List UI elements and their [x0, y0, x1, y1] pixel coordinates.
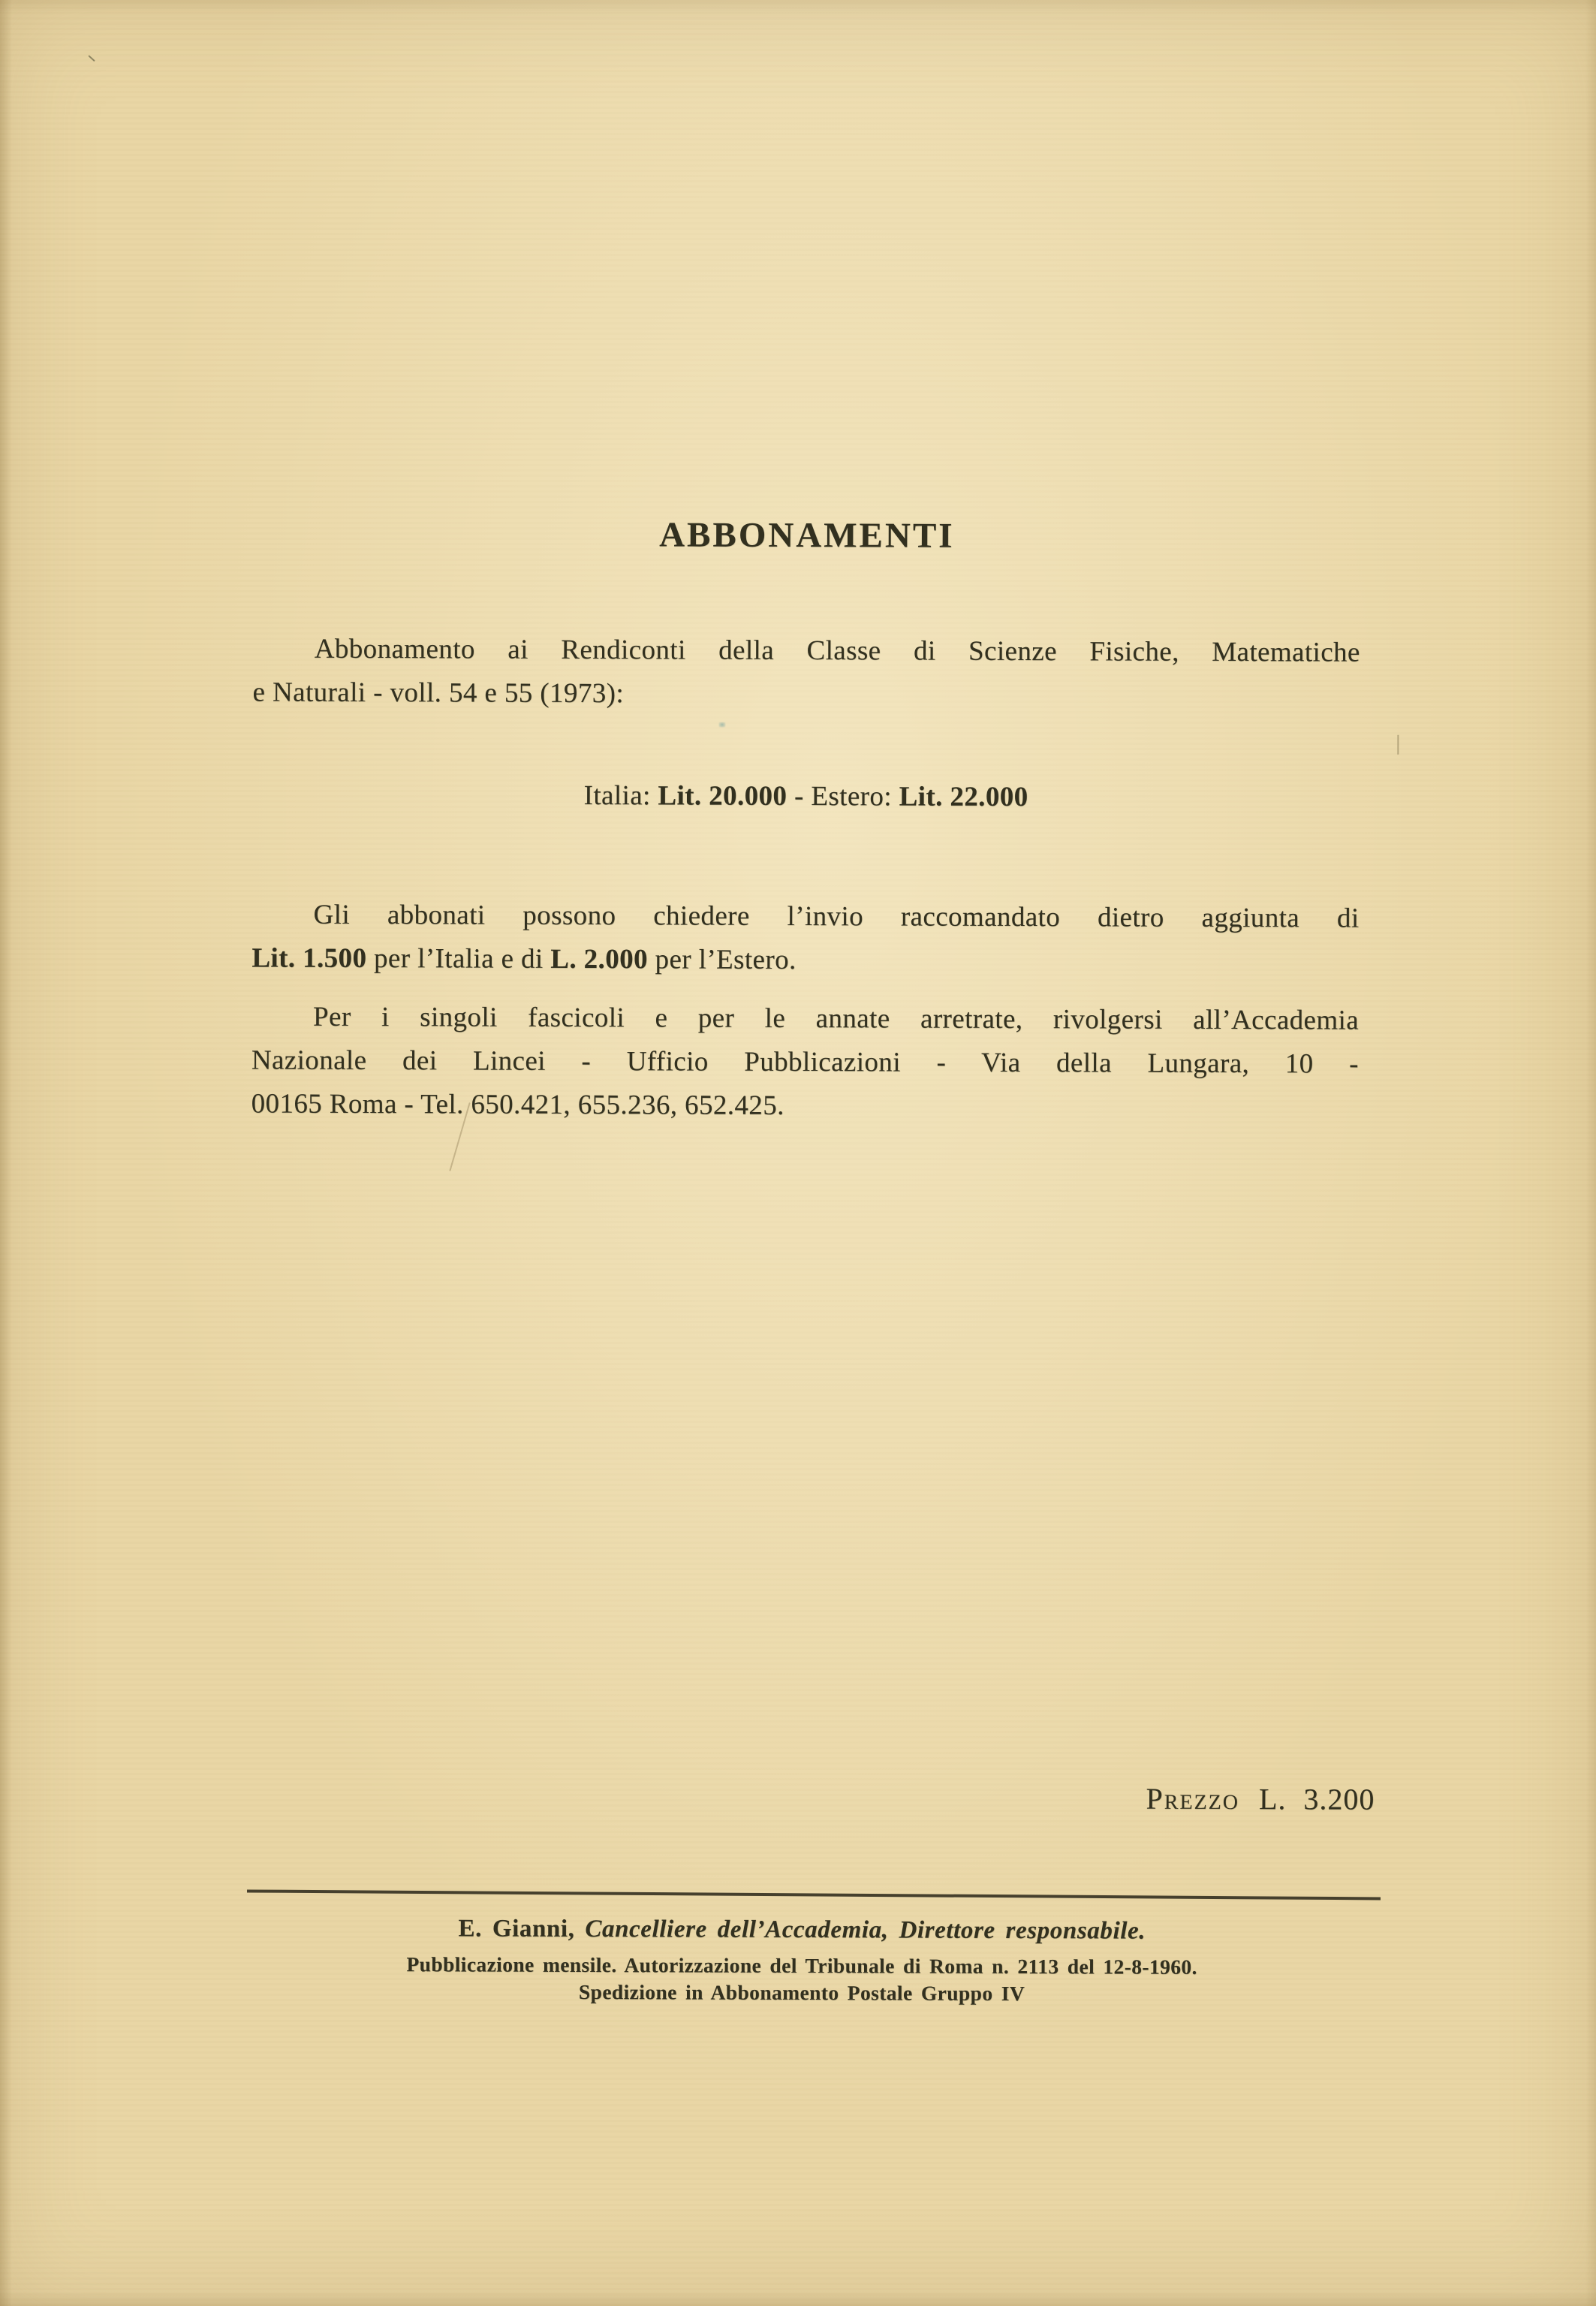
price-value: L. 3.200 [1258, 1782, 1375, 1816]
text-segment: - Estero: [787, 780, 899, 812]
text-segment: e Naturali - voll. 54 e 55 (1973): [252, 677, 625, 710]
price-line [248, 1773, 1375, 1822]
text-line [251, 893, 1359, 940]
text-segment: Nazionale dei Lincei - Ufficio Pubblicazioni - Via della Lungara, 10 - [251, 1044, 1359, 1080]
text-line [251, 1038, 1359, 1086]
text-line [251, 995, 1359, 1042]
price-label: Prezzo [1146, 1781, 1240, 1816]
text-segment: Italia: [583, 780, 658, 812]
paragraph-subscription-info [252, 627, 1360, 718]
text-line [251, 936, 1359, 984]
text-segment: Abbonamento ai Rendiconti della Classe di Scienze Fisiche, Matematiche [314, 633, 1360, 668]
text-segment: Gli abbonati possono chiedere l’invio raccomandato dietro aggiunta di [313, 899, 1360, 934]
paragraph-back-issues [251, 995, 1360, 1129]
text-segment: per l’Estero. [647, 944, 796, 975]
text-segment: Per i singoli fascicoli e per le annate arretrate, rivolgersi all’Accademia [313, 1001, 1360, 1036]
text-segment: Lit. 20.000 [658, 780, 787, 812]
subscription-rates-line [252, 773, 1360, 820]
paper-speck [1397, 735, 1399, 755]
text-segment: Lit. 22.000 [899, 781, 1028, 813]
paper-speck [718, 722, 725, 728]
divider-rule [247, 1889, 1381, 1900]
footer-shipping-line: Spedizione in Abbonamento Postale Gruppo IV [578, 1979, 1025, 2006]
text-segment: Cancelliere dell’Accademia, Direttore responsabile. [574, 1915, 1146, 1945]
text-line [251, 1082, 1359, 1129]
text-segment: Lit. 1.500 [251, 942, 367, 974]
footer-authorization-line: Pubblicazione mensile. Autorizzazione del Tribunale di Roma n. 2113 del 12-8-1960. [406, 1952, 1197, 1979]
text-line [252, 671, 1360, 718]
text-segment: per l’Italia e di [366, 942, 551, 975]
text-segment: E. Gianni, [458, 1915, 575, 1943]
paper-speck [88, 55, 95, 62]
text-line [253, 627, 1360, 674]
footer-editor-line [248, 1911, 1356, 1948]
text-segment: L. 2.000 [550, 943, 649, 975]
text-segment: 00165 Roma - Tel. 650.421, 655.236, 652.425. [251, 1088, 784, 1121]
paragraph-registered-mail [251, 893, 1359, 984]
page-title: ABBONAMENTI [659, 515, 955, 556]
